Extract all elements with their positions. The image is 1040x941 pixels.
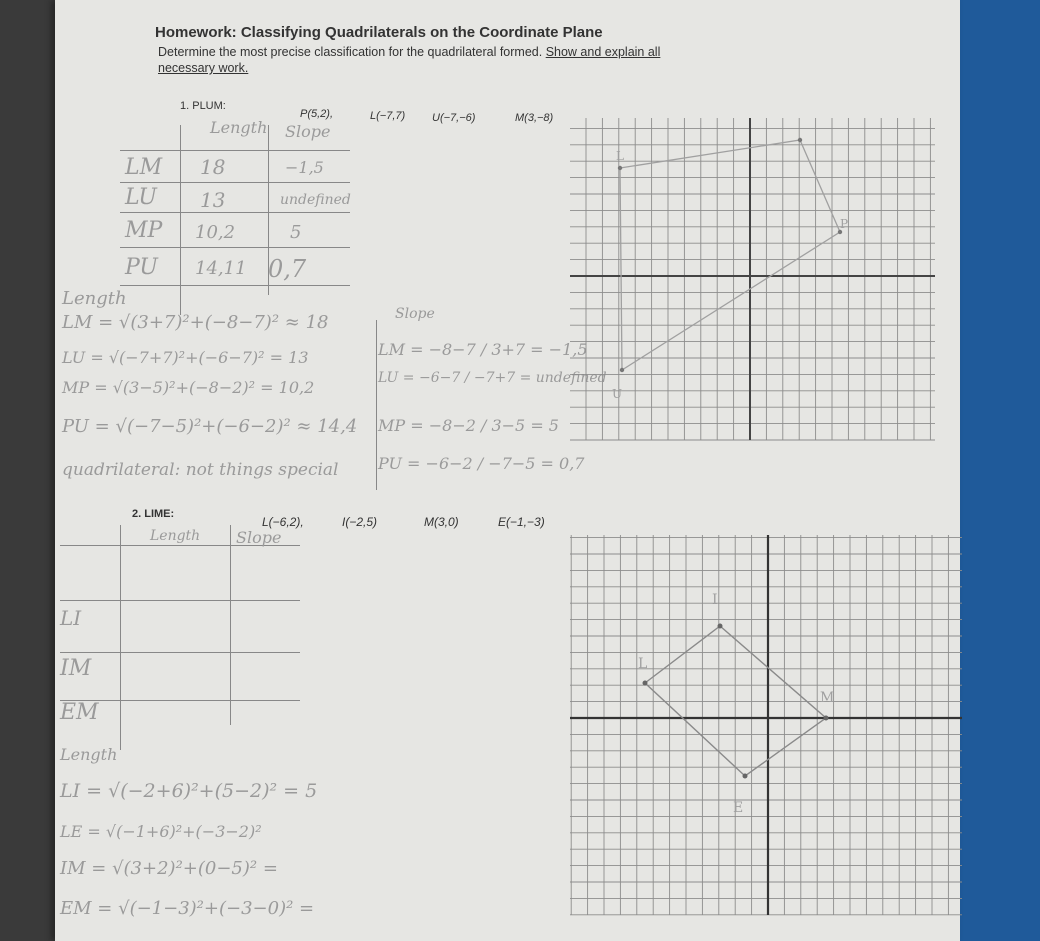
table1-len-pu: 14,11: [195, 258, 247, 279]
plotted-point: [824, 716, 829, 721]
problem1-length-mp: MP = √(3−5)²+(−8−2)² = 10,2: [62, 378, 315, 397]
problem2-point-e: E(−1,−3): [498, 515, 545, 529]
table1-slope-pu: 0,7: [268, 255, 307, 283]
table1-header-slope: Slope: [285, 122, 331, 141]
problem1-point-p: P(5,2),: [300, 108, 334, 120]
problem1-slope-lu: LU = −6−7 / −7+7 = undefined: [378, 370, 607, 386]
table1-len-mp: 10,2: [195, 222, 236, 243]
table1-slope-mp: 5: [290, 222, 302, 243]
graph2-letter: M: [820, 690, 835, 706]
problem1-point-m: M(3,−8): [515, 112, 554, 124]
problem1-slope-heading: Slope: [395, 306, 435, 322]
plotted-point: [718, 624, 723, 629]
table1-seg-mp: MP: [125, 218, 163, 243]
problem2-point-l: L(−6,2),: [262, 515, 304, 529]
problem1-label: 1. PLUM:: [180, 100, 226, 112]
problem1-length-pu: PU = √(−7−5)²+(−6−2)² ≈ 14,4: [62, 416, 358, 437]
instructions-text: Determine the most precise classification for the quadrilateral formed.: [158, 45, 543, 59]
graph2-letter: I: [712, 592, 718, 608]
table2-seg-im: IM: [60, 656, 92, 681]
table2-header-length: Length: [150, 528, 201, 544]
problem2-length-li: LI = √(−2+6)²+(5−2)² = 5: [60, 780, 318, 802]
graph2-letter: L: [638, 656, 648, 672]
table1-len-lm: 18: [200, 155, 226, 179]
problem2-point-m: M(3,0): [424, 515, 459, 529]
graph2-letter: E: [733, 800, 744, 816]
problem1-conclusion: quadrilateral: not things special: [62, 460, 339, 480]
problem1-length-heading: Length: [62, 288, 127, 309]
instructions-tail: necessary work.: [158, 61, 249, 75]
plotted-point: [643, 681, 648, 686]
problem1-length-lm: LM = √(3+7)²+(−8−7)² ≈ 18: [62, 312, 329, 333]
problem1-length-lu: LU = √(−7+7)²+(−6−7)² = 13: [62, 348, 309, 367]
problem2-length-em: EM = √(−1−3)²+(−3−0)² =: [60, 898, 315, 919]
page-title: Homework: Classifying Quadrilaterals on the Coordinate Plane: [155, 24, 603, 41]
problem2-point-i: I(−2,5): [342, 515, 378, 529]
problem1-slope-pu: PU = −6−2 / −7−5 = 0,7: [378, 454, 585, 473]
table2-header-slope: Slope: [236, 528, 282, 547]
problem2-length-le: LE = √(−1+6)²+(−3−2)²: [60, 822, 262, 841]
table1-header-length: Length: [210, 118, 268, 137]
table1-len-lu: 13: [200, 188, 226, 212]
table1-slope-lu: undefined: [280, 192, 351, 208]
instructions-emphasis: Show and explain all: [545, 45, 661, 59]
problem1-point-u: U(−7,−6): [432, 112, 476, 124]
table1-seg-lu: LU: [125, 185, 157, 210]
problem2-length-heading: Length: [60, 745, 118, 764]
graph1-letter: U: [612, 387, 623, 401]
table1-slope-lm: −1,5: [285, 158, 324, 177]
table1-seg-lm: LM: [125, 155, 163, 180]
problem1-point-l: L(−7,7): [370, 110, 406, 122]
plotted-point: [743, 774, 748, 779]
problem1-slope-lm: LM = −8−7 / 3+7 = −1,5: [378, 340, 588, 359]
problem1-slope-mp: MP = −8−2 / 3−5 = 5: [378, 416, 559, 435]
table1-seg-pu: PU: [125, 255, 158, 280]
graph1-letter: L: [616, 149, 624, 163]
graph1-letter: P: [840, 217, 849, 231]
problem2-length-im: IM = √(3+2)²+(0−5)² =: [60, 858, 278, 879]
table2-seg-em: EM: [60, 700, 99, 725]
problem2-label: 2. LIME:: [132, 508, 175, 520]
table2-seg-li: LI: [60, 606, 82, 630]
